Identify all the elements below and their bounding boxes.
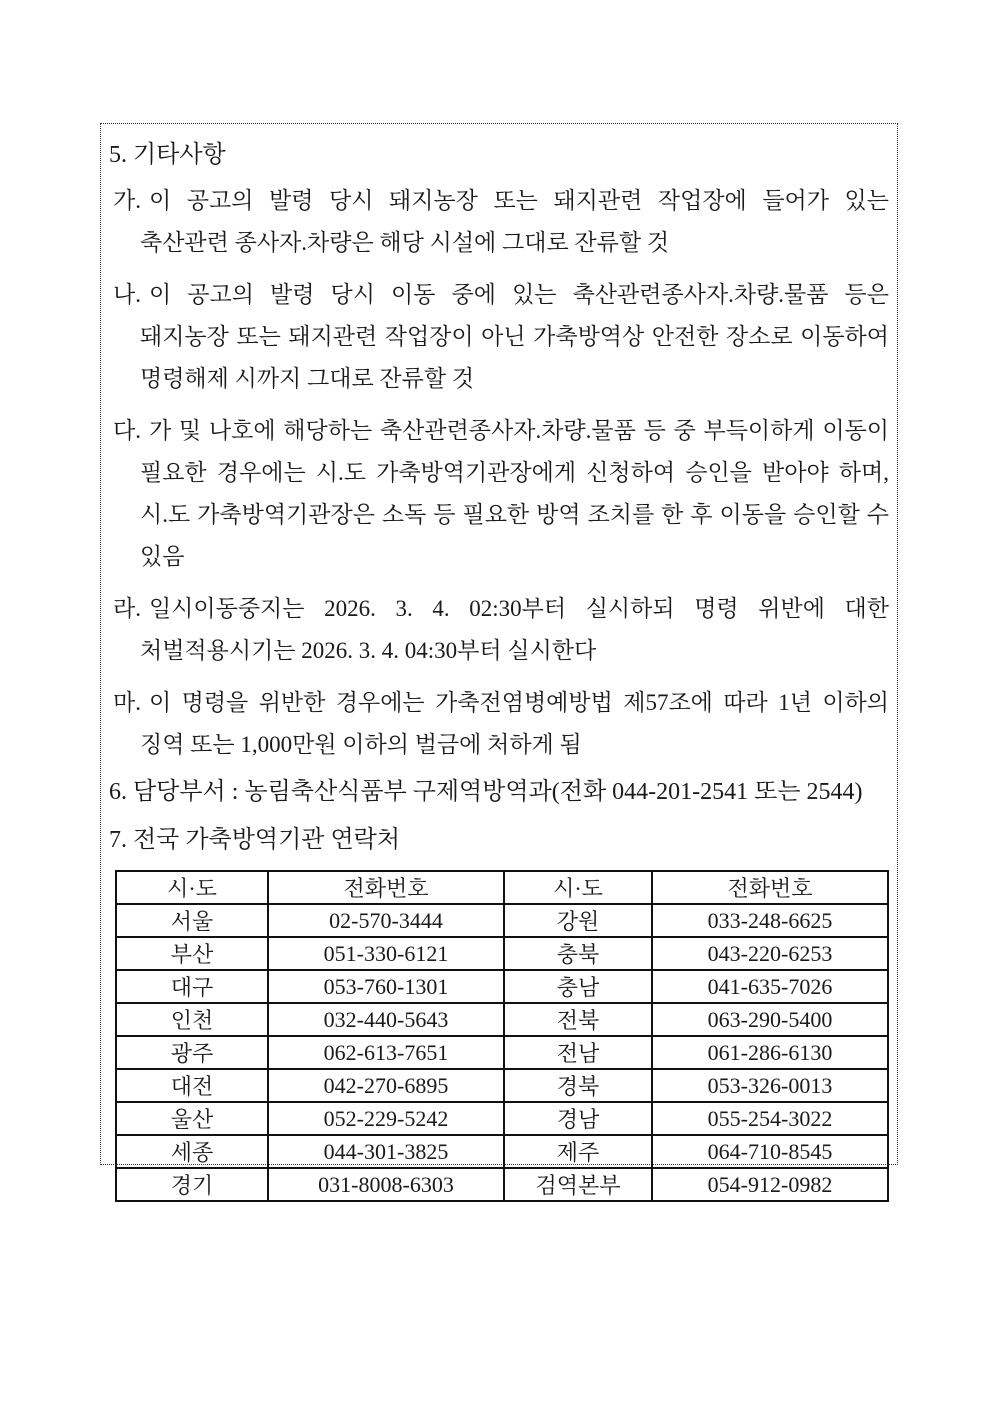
phone-cell: 032-440-5643 xyxy=(268,1003,504,1036)
province-cell: 세종 xyxy=(116,1135,268,1168)
table-row xyxy=(116,970,888,1003)
phone-cell: 033-248-6625 xyxy=(652,904,888,937)
item-label: 나. xyxy=(113,282,141,307)
province-cell: 제주 xyxy=(504,1135,652,1168)
province-cell: 경북 xyxy=(504,1069,652,1102)
notice-frame xyxy=(100,123,898,1198)
item-text: 일시이동중지는 2026. 3. 4. 02:30부터 실시하되 명령 위반에 대한 처벌적용시기는 2026. 3. 4. 04:30부터 실시한다 xyxy=(140,596,889,663)
province-cell: 충남 xyxy=(504,970,652,1003)
phone-cell: 053-760-1301 xyxy=(268,970,504,1003)
section6-line: 6. 담당부서 : 농림축산식품부 구제역방역과(전화 044-201-2541 또는 2544) xyxy=(109,779,863,805)
table-row xyxy=(116,1168,888,1201)
province-cell: 부산 xyxy=(116,937,268,970)
item-text: 이 공고의 발령 당시 이동 중에 있는 축산관련종사자.차량.물품 등은 돼지농장 또는 돼지관련 작업장이 아닌 가축방역상 안전한 장소로 이동하여 명령해제 시까지 그대로 잔류할 것 xyxy=(140,282,889,391)
phone-cell: 054-912-0982 xyxy=(652,1168,888,1201)
item-text: 가 및 나호에 해당하는 축산관련종사자.차량.물품 등 중 부득이하게 이동이 필요한 경우에는 시.도 가축방역기관장에게 신청하여 승인을 받아야 하며, 시.도 가축방역기관장은 소독 등 필요한 방역 조치를 한 후 이동을 승인할 수 있음 xyxy=(140,418,889,569)
item-label: 라. xyxy=(113,596,141,621)
province-cell: 충북 xyxy=(504,937,652,970)
item-label: 다. xyxy=(113,418,141,443)
phone-cell: 02-570-3444 xyxy=(268,904,504,937)
column-header: 시·도 xyxy=(504,871,652,904)
list-item-ga xyxy=(106,180,889,264)
table-row xyxy=(116,904,888,937)
list-item-na xyxy=(106,274,889,400)
item-text: 이 명령을 위반한 경우에는 가축전염병예방법 제57조에 따라 1년 이하의 징역 또는 1,000만원 이하의 벌금에 처하게 됨 xyxy=(140,690,889,757)
item-label: 가. xyxy=(113,188,141,213)
item-label: 마. xyxy=(113,690,141,715)
province-cell: 강원 xyxy=(504,904,652,937)
province-cell: 대구 xyxy=(116,970,268,1003)
table-row xyxy=(116,1003,888,1036)
province-cell: 광주 xyxy=(116,1036,268,1069)
province-cell: 울산 xyxy=(116,1102,268,1135)
list-item-ma xyxy=(106,682,889,766)
table-row xyxy=(116,1069,888,1102)
phone-cell: 063-290-5400 xyxy=(652,1003,888,1036)
list-item-da xyxy=(106,410,889,578)
province-cell: 인천 xyxy=(116,1003,268,1036)
section5-heading: 5. 기타사항 xyxy=(109,142,226,168)
phone-cell: 053-326-0013 xyxy=(652,1069,888,1102)
table-row xyxy=(116,1102,888,1135)
province-cell: 경남 xyxy=(504,1102,652,1135)
contact-table-body xyxy=(116,904,888,1201)
table-row xyxy=(116,1135,888,1168)
table-row xyxy=(116,937,888,970)
phone-cell: 041-635-7026 xyxy=(652,970,888,1003)
phone-cell: 042-270-6895 xyxy=(268,1069,504,1102)
phone-cell: 051-330-6121 xyxy=(268,937,504,970)
province-cell: 서울 xyxy=(116,904,268,937)
phone-cell: 055-254-3022 xyxy=(652,1102,888,1135)
phone-cell: 062-613-7651 xyxy=(268,1036,504,1069)
item-text: 이 공고의 발령 당시 돼지농장 또는 돼지관련 작업장에 들어가 있는 축산관련 종사자.차량은 해당 시설에 그대로 잔류할 것 xyxy=(140,188,889,255)
province-cell: 경기 xyxy=(116,1168,268,1201)
column-header: 전화번호 xyxy=(652,871,888,904)
column-header: 시·도 xyxy=(116,871,268,904)
list-item-ra xyxy=(106,588,889,672)
phone-cell: 061-286-6130 xyxy=(652,1036,888,1069)
phone-cell: 044-301-3825 xyxy=(268,1135,504,1168)
phone-cell: 031-8008-6303 xyxy=(268,1168,504,1201)
column-header: 전화번호 xyxy=(268,871,504,904)
contact-table-head-row xyxy=(116,871,888,904)
province-cell: 전남 xyxy=(504,1036,652,1069)
phone-cell: 052-229-5242 xyxy=(268,1102,504,1135)
phone-cell: 064-710-8545 xyxy=(652,1135,888,1168)
contact-table xyxy=(115,870,889,1202)
table-row xyxy=(116,1036,888,1069)
province-cell: 전북 xyxy=(504,1003,652,1036)
province-cell: 대전 xyxy=(116,1069,268,1102)
section7-heading: 7. 전국 가축방역기관 연락처 xyxy=(109,827,401,853)
phone-cell: 043-220-6253 xyxy=(652,937,888,970)
province-cell: 검역본부 xyxy=(504,1168,652,1201)
